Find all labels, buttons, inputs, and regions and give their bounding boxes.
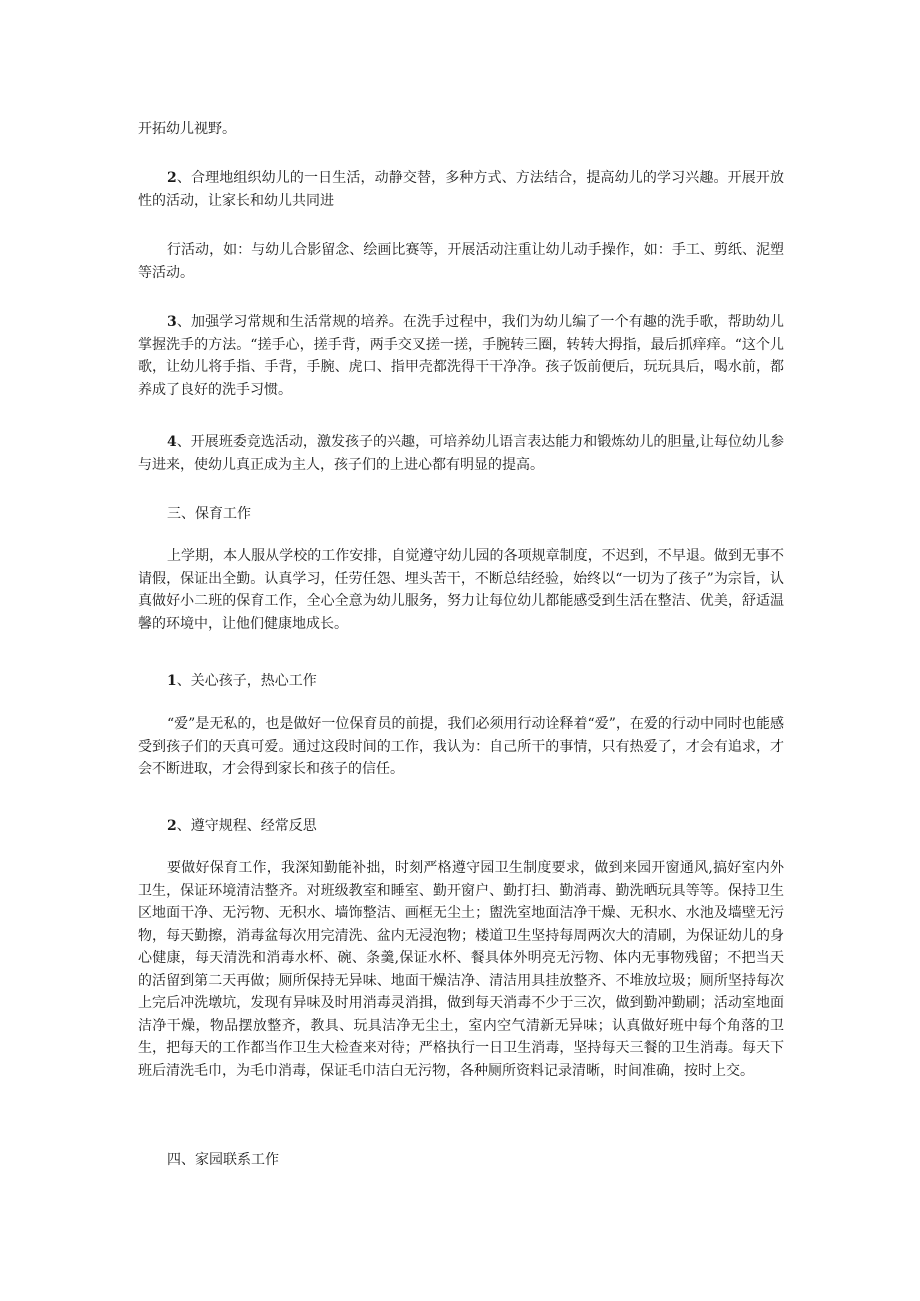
list-item-2 (138, 167, 784, 212)
item-number: 3 (167, 314, 177, 330)
item-text: 、开展班委竞选活动，激发孩子的兴趣，可培养幼儿语言表达能力和锻炼幼儿的胆量,让每位幼儿参与进来，使幼儿真正成为主人，孩子们的上进心都有明显的提高。 (138, 434, 784, 473)
subheading-1 (138, 670, 784, 693)
list-item-3 (138, 311, 784, 401)
item-number: 4 (167, 434, 177, 450)
paragraph-hygiene: 要做好保育工作，我深知勤能补拙，时刻严格遵守园卫生制度要求，做到来园开窗通风,搞好室内外卫生，保证环境清洁整齐。对班级教室和睡室、勤开窗户、勤打扫、勤消毒、勤洗晒玩具等等。保持卫生区地面干净、无污物、无积水、墙饰整洁、画框无尘土；盥洗室地面洁净干燥、无积水、水池及墙壁无污物，每天勤擦，消毒盆每次用完清洗、盆内无浸泡物；楼道卫生坚持每周两次大的清刷，为保证幼儿的身心健康，每天清洗和消毒水杯、碗、条羹,保证水杯、餐具体外明亮无污物、体内无事物残留；不把当天的活留到第二天再做；厕所保持无异味、地面干燥洁净、清洁用具挂放整齐、不堆放垃圾；厕所坚持每次上完后冲洗墩坑，发现有异味及时用消毒灵消揖，做到每天消毒不少于三次，做到勤冲勤刷；活动室地面洁净干燥，物品摆放整齐，教具、玩具洁净无尘土，室内空气清新无异味；认真做好班中每个角落的卫生，把每天的工作都当作卫生大检查来对待；严格执行一日卫生消毒，坚持每天三餐的卫生消毒。每天下班后清洗毛巾，为毛巾消毒，保证毛巾洁白无污物，各种厕所资料记录清晰，时间准确，按时上交。 (138, 860, 784, 1079)
subheading-text: 、关心孩子，热心工作 (176, 673, 317, 689)
subheading-2 (138, 815, 784, 838)
section-heading-home: 四、家园联系工作 (167, 1152, 279, 1168)
paragraph-continuation: 开拓幼儿视野。 (138, 121, 236, 137)
subheading-number: 2 (167, 818, 177, 834)
paragraph-love: “爱”是无私的，也是做好一位保育员的前提，我们必须用行动诠释着“爱”，在爱的行动中同时也能感受到孩子们的天真可爱。通过这段时间的工作，我认为：自己所干的事情，只有热爱了，才会有追求，才会不断进取，才会得到家长和孩子的信任。 (138, 716, 784, 777)
item-number: 2 (167, 170, 177, 186)
subheading-number: 1 (167, 673, 177, 689)
list-item-4 (138, 431, 784, 476)
section-heading-care: 三、保育工作 (167, 506, 251, 522)
list-item-2-continued: 行活动，如：与幼儿合影留念、绘画比赛等，开展活动注重让幼儿动手操作，如：手工、剪纸、泥塑等活动。 (138, 242, 784, 281)
item-text: 、加强学习常规和生活常规的培养。在洗手过程中，我们为幼儿编了一个有趣的洗手歌，帮助幼儿掌握洗手的方法。“搓手心，搓手背，两手交叉搓一搓，手腕转三圈，转转大拇指，最后抓痒痒。“这个儿歌，让幼儿将手指、手背，手腕、虎口、指甲壳都洗得干干净净。孩子饭前便后，玩玩具后，喝水前，都养成了良好的洗手习惯。 (138, 314, 784, 398)
item-text: 、合理地组织幼儿的一日生活，动静交替，多种方式、方法结合，提高幼儿的学习兴趣。开展开放性的活动，让家长和幼儿共同进 (138, 170, 784, 209)
subheading-text: 、遵守规程、经常反思 (176, 818, 317, 834)
paragraph-care: 上学期，本人服从学校的工作安排，自觉遵守幼儿园的各项规章制度，不迟到，不早退。做到无事不请假，保证出全勤。认真学习，任劳任怨、埋头苦干，不断总结经验，始终以“一切为了孩子”为宗旨，认真做好小二班的保育工作，全心全意为幼儿服务，努力让每位幼儿都能感受到生活在整洁、优美，舒适温馨的环境中，让他们健康地成长。 (138, 548, 784, 632)
